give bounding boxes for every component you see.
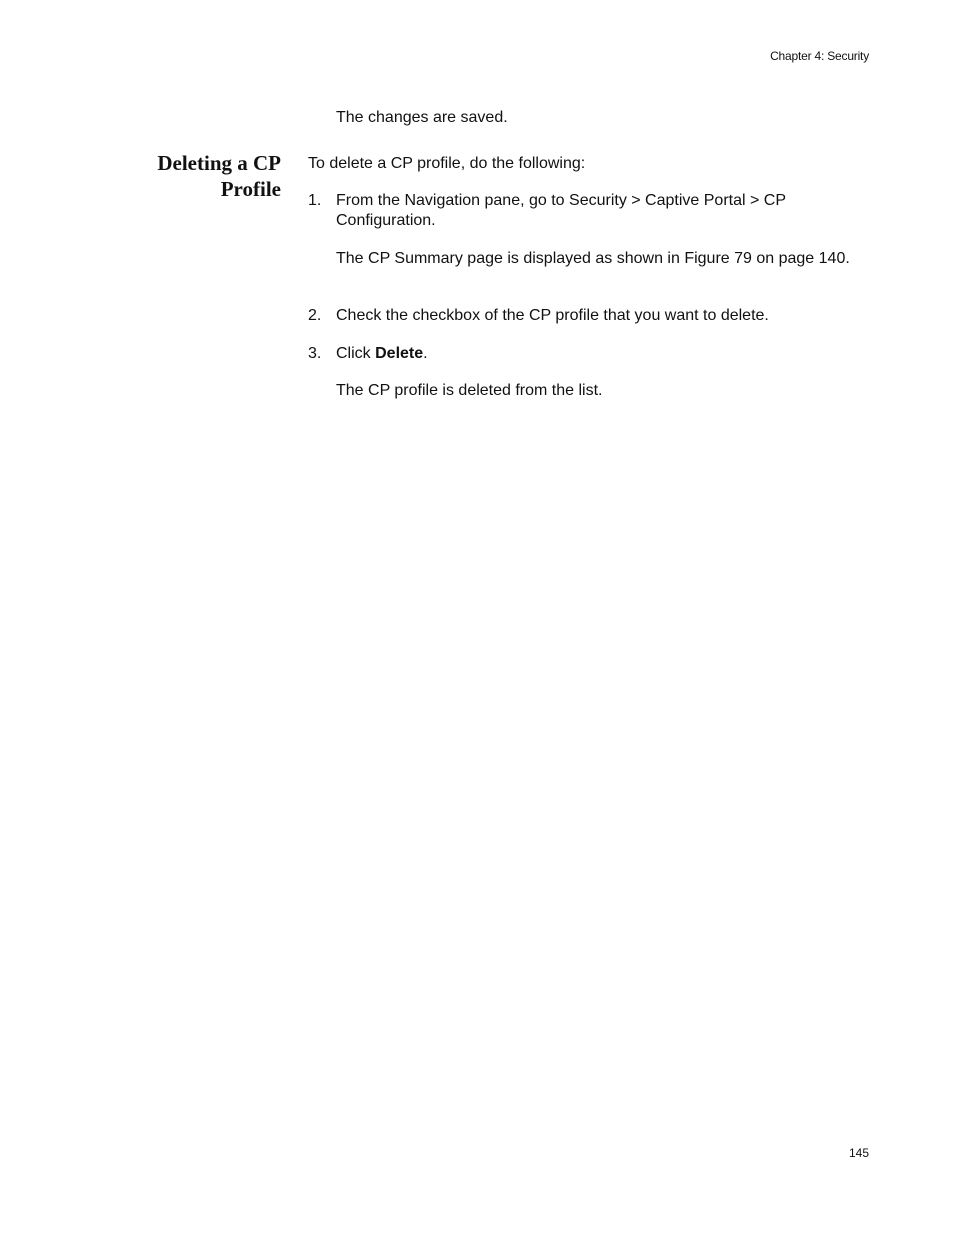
step-text: Check the checkbox of the CP profile that you want to delete.	[336, 307, 769, 324]
step-number: 3.	[308, 345, 322, 362]
step-1	[308, 191, 868, 231]
step-2	[308, 306, 868, 326]
step-text-prefix: Click	[336, 345, 376, 362]
page-number: 145	[848, 1146, 869, 1160]
section-lead-text: To delete a CP profile, do the following:	[308, 155, 586, 172]
running-header: Chapter 4: Security	[770, 49, 869, 63]
step-1-result: The CP Summary page is displayed as shown in Figure 79 on page 140.	[336, 250, 850, 267]
step-text-suffix: .	[423, 345, 428, 362]
step-3	[308, 344, 868, 364]
step-text: From the Navigation pane, go to Security > Captive Portal > CP Configuration.	[336, 192, 786, 229]
step-text	[336, 344, 866, 364]
step-3-result: The CP profile is deleted from the list.	[336, 382, 603, 399]
step-number: 1.	[308, 192, 322, 209]
delete-ui-term: Delete	[375, 345, 424, 362]
changes-saved-text: The changes are saved.	[336, 109, 508, 126]
step-number: 2.	[308, 307, 322, 324]
section-heading: Deleting a CP Profile	[157, 151, 281, 201]
